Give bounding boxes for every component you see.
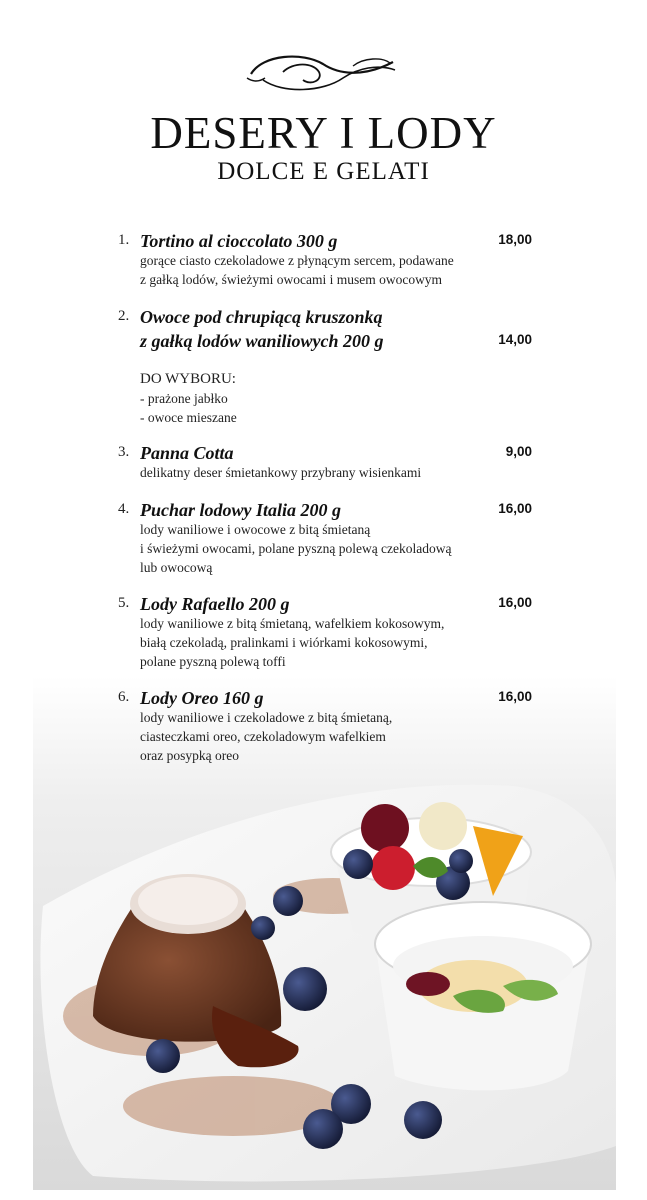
page-subtitle: DOLCE E GELATI xyxy=(217,158,430,185)
description-line: gorące ciasto czekoladowe z płynącym sercem, podawane xyxy=(140,253,454,268)
item-name-line: Owoce pod chrupiącą kruszonką xyxy=(140,307,383,327)
menu-item xyxy=(118,229,538,291)
item-number: 6. xyxy=(118,689,130,705)
options-header: DO WYBORU: xyxy=(140,371,236,387)
description-line: i świeżymi owocami, polane pyszną polewą czekoladową xyxy=(140,541,452,556)
menu-item xyxy=(118,592,538,674)
item-name: Panna Cotta xyxy=(140,443,234,463)
description-line: białą czekoladą, pralinkami i wiórkami kokosowymi, xyxy=(140,635,428,650)
description-line: ciasteczkami oreo, czekoladowym wafelkiem xyxy=(140,729,386,744)
menu-item xyxy=(118,686,538,768)
item-name: Puchar lodowy Italia 200 g xyxy=(140,500,342,520)
item-description xyxy=(140,614,540,671)
item-name-line: z gałką lodów waniliowych 200 g xyxy=(140,331,384,351)
menu-item xyxy=(118,441,538,483)
item-price: 9,00 xyxy=(505,444,532,459)
menu-item xyxy=(118,498,538,580)
item-name: Tortino al cioccolato 300 g xyxy=(140,231,338,251)
item-price: 18,00 xyxy=(498,232,532,247)
item-description xyxy=(140,520,540,577)
item-name: Lody Oreo 160 g xyxy=(140,688,264,708)
description-line: lody waniliowe i czekoladowe z bitą śmietaną, xyxy=(140,710,393,725)
item-number: 1. xyxy=(118,232,130,248)
ornament-flourish-icon xyxy=(243,44,403,104)
item-name: Lody Rafaello 200 g xyxy=(140,594,290,614)
item-description xyxy=(140,708,540,765)
item-number: 4. xyxy=(118,501,130,517)
description-line: z gałką lodów, świeżymi owocami i musem owocowym xyxy=(140,272,443,287)
option-line: - prażone jabłko xyxy=(140,391,228,406)
description-line: lody waniliowe i owocowe z bitą śmietaną xyxy=(140,522,371,537)
item-price: 16,00 xyxy=(498,501,532,516)
option-line: - owoce mieszane xyxy=(140,410,237,425)
item-price: 16,00 xyxy=(498,689,532,704)
item-number: 2. xyxy=(118,308,130,324)
description-line: polane pyszną polewą toffi xyxy=(140,654,286,669)
item-number: 5. xyxy=(118,595,130,611)
page-title: DESERY I LODY xyxy=(150,108,497,158)
description-line: oraz posypką oreo xyxy=(140,748,239,763)
item-price: 16,00 xyxy=(498,595,532,610)
description-line: lub owocową xyxy=(140,560,213,575)
description-line: delikatny deser śmietankowy przybrany wisienkami xyxy=(140,465,422,480)
item-price: 14,00 xyxy=(498,332,532,347)
ice-cream-ramekin xyxy=(375,902,591,1090)
menu-item xyxy=(118,305,538,425)
item-number: 3. xyxy=(118,444,130,460)
item-description xyxy=(140,463,540,482)
description-line: lody waniliowe z bitą śmietaną, wafelkiem kokosowym, xyxy=(140,616,445,631)
item-description xyxy=(140,251,540,289)
item-options xyxy=(140,370,540,427)
